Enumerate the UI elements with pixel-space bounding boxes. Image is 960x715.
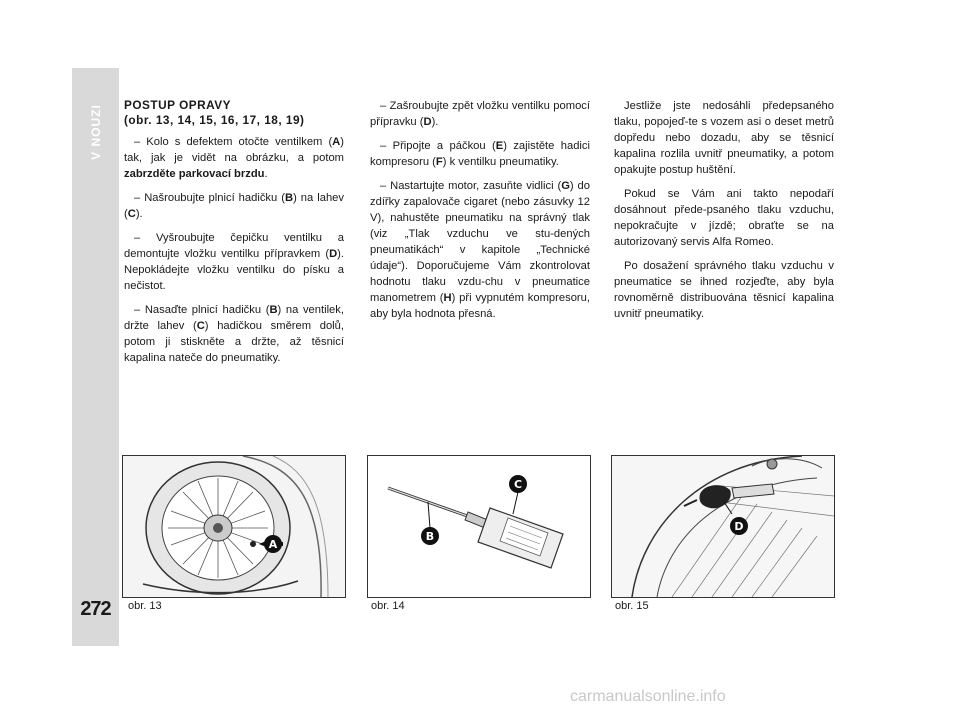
wheel-illustration [123, 456, 345, 597]
valve-icon [250, 541, 256, 547]
paragraph: – Připojte a páčkou (E) zajistěte hadici kompresoru (F) k ventilku pneumatiky. [370, 140, 590, 168]
figure-13-wheel-valve [122, 455, 346, 598]
paragraph: – Našroubujte plnicí hadičku (B) na lahev (C). [124, 192, 344, 220]
figure-caption: obr. 15 [615, 600, 649, 612]
paragraph: – Kolo s defektem otočte ventilkem (A) tak, jak je vidět na obrázku, a potom zabrzděte parkovací brzdu. [124, 136, 344, 180]
figure-caption: obr. 14 [371, 600, 405, 612]
figure-14-sealant-bottle [367, 455, 591, 598]
watermark: carmanualsonline.info [570, 688, 726, 705]
paragraph: – Nasaďte plnicí hadičku (B) na ventilek, držte lahev (C) hadičkou směrem dolů, potom ji stiskněte a držte, až těsnicí kapalina nateče do pneumatiky. [124, 304, 344, 364]
bottle-illustration [368, 456, 590, 597]
paragraph: – Nastartujte motor, zasuňte vidlici (G) do zdířky zapalovače cigaret (nebo zásuvky 12 V), nahustěte pneumatiku na správný tlak (viz „Tlak vzduchu ve stu-dených pneumatikách“ v kapitole „Technické údaje“). Doporučujeme Vám zkontrolovat hodnotu tlaku vzdu-chu v pneumatice manometrem (H) při vypnutém kompresoru, aby byla hodnota přesná. [370, 180, 590, 320]
text-column-3 [614, 98, 834, 330]
page-number: 272 [80, 598, 111, 620]
label-d: D [734, 520, 744, 533]
valve-tool-illustration [612, 456, 834, 597]
figure-15-valve-tool [611, 455, 835, 598]
paragraph: – Zašroubujte zpět vložku ventilku pomocí přípravku (D). [370, 100, 590, 128]
paragraph: Pokud se Vám ani takto nepodaří dosáhnout přede-psaného tlaku vzduchu, nepokračujte v jízdě; obraťte se na autorizovaný servis Alfa Romeo. [614, 188, 834, 248]
paragraph: Jestliže jste nedosáhli předepsaného tlaku, popojeď-te s vozem asi o deset metrů dopředu nebo dozadu, aby se těsnicí kapalina rozlila uvnitř pneumatiky, a potom opakujte postup huštění. [614, 100, 834, 176]
chapter-title: V NOUZI [88, 104, 103, 160]
paragraph: – Vyšroubujte čepičku ventilku a demontujte vložku ventilku přípravkem (D). Nepokládejte vložku ventilku do písku a nečistot. [124, 232, 344, 292]
paragraph: Po dosažení správného tlaku vzduchu v pneumatice se ihned rozjeďte, aby byla rovnoměrně distribuována těsnicí kapalina uvnitř pneumatiky. [614, 260, 834, 320]
text-column-2 [370, 98, 590, 330]
section-heading: POSTUP OPRAVY (obr. 13, 14, 15, 16, 17, 18, 19) [124, 98, 305, 127]
label-b: B [425, 530, 435, 543]
label-a: A [268, 538, 278, 551]
figure-caption: obr. 13 [128, 600, 162, 612]
text-column-1 [124, 98, 344, 374]
label-c: C [513, 478, 523, 491]
